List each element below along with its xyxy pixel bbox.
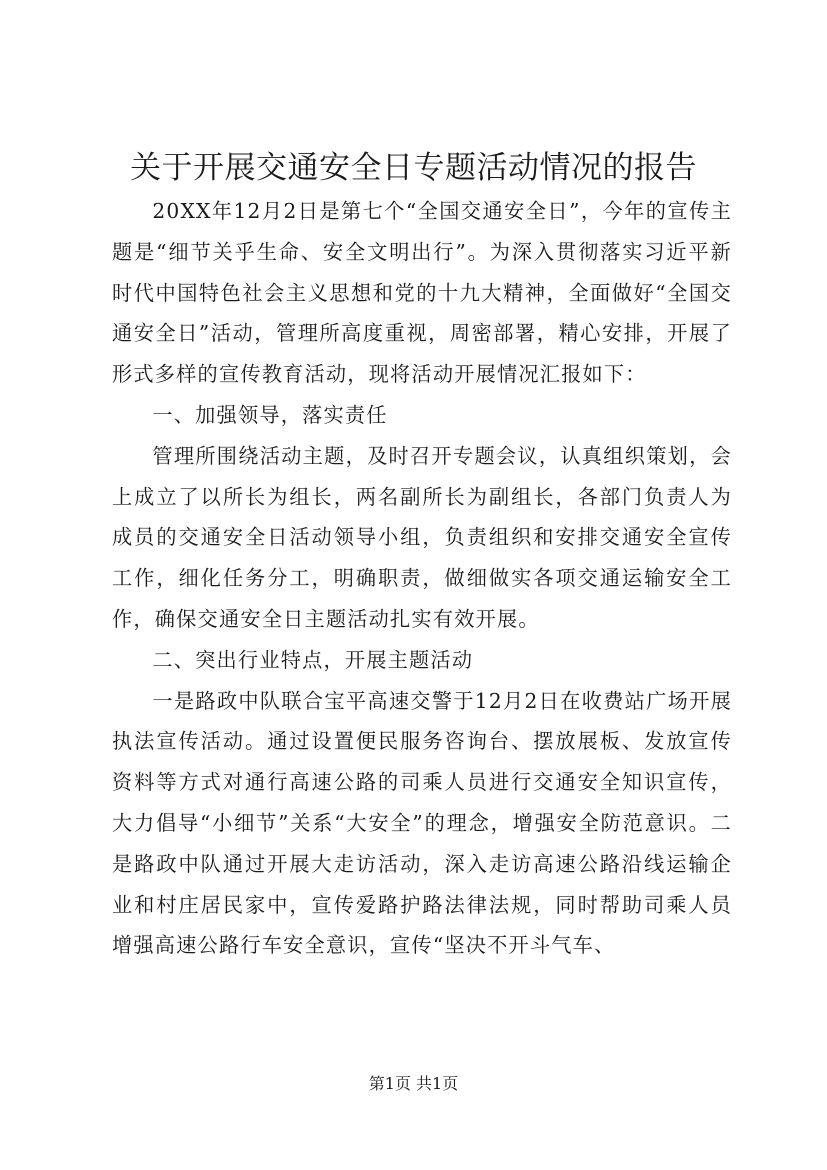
intro-paragraph: 20XX年12月2日是第七个“全国交通安全日”，今年的宣传主题是“细节关乎生命、安全文明出行”。为深入贯彻落实习近平新时代中国特色社会主义思想和党的十九大精神，全面做好“全国交通安全日”活动，管理所高度重视，周密部署，精心安排，开展了形式多样的宣传教育活动，现将活动开展情况汇报如下： bbox=[112, 199, 732, 387]
section-heading-1: 一、加强领导，落实责任 bbox=[152, 402, 388, 427]
document-title: 关于开展交通安全日专题活动情况的报告 bbox=[130, 150, 697, 186]
section-2-paragraph: 一是路政中队联合宝平高速交警于12月2日在收费站广场开展执法宣传活动。通过设置便民服务咨询台、摆放展板、发放宣传资料等方式对通行高速公路的司乘人员进行交通安全知识宣传，大力倡导“小细节”关系“大安全”的理念，增强安全防范意识。二是路政中队通过开展大走访活动，深入走访高速公路沿线运输企业和村庄居民家中，宣传爱路护路法律法规，同时帮助司乘人员增强高速公路行车安全意识，宣传“坚决不开斗气车、 bbox=[112, 688, 732, 958]
section-1-paragraph: 管理所围绕活动主题，及时召开专题会议，认真组织策划，会上成立了以所长为组长，两名副所长为副组长，各部门负责人为成员的交通安全日活动领导小组，负责组织和安排交通安全宣传工作，细化任务分工，明确职责，做细做实各项交通运输安全工作，确保交通安全日主题活动扎实有效开展。 bbox=[112, 443, 732, 631]
section-heading-2: 二、突出行业特点，开展主题活动 bbox=[152, 647, 474, 672]
page-footer: 第1页 共1页 bbox=[368, 1074, 459, 1093]
document-body bbox=[112, 191, 732, 966]
